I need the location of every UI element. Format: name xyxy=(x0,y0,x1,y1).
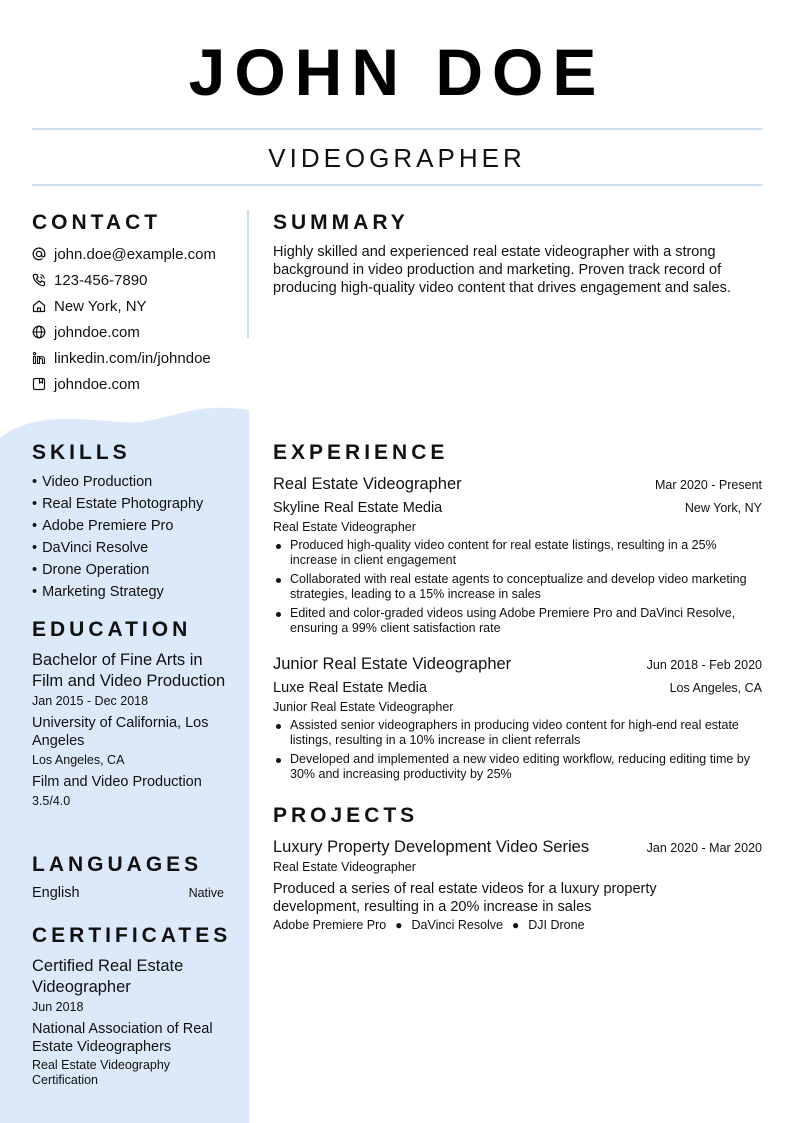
tool-separator-dot: ● xyxy=(395,918,403,932)
language-name: English xyxy=(32,885,80,901)
contact-phone[interactable] xyxy=(32,267,242,293)
experience-title: Real Estate Videographer xyxy=(273,475,462,493)
experience-bullet: Collaborated with real estate agents to conceptualize and develop video marketing strategies, leading to a 15% increase in sales xyxy=(273,572,762,602)
contact-linkedin[interactable] xyxy=(32,345,242,371)
education-heading: EDUCATION xyxy=(32,618,192,641)
project-tool: DaVinci Resolve xyxy=(411,918,503,932)
experience-location: Los Angeles, CA xyxy=(669,681,762,695)
certificate-entry xyxy=(32,956,226,1088)
contact-list xyxy=(32,241,242,397)
skills-heading: SKILLS xyxy=(32,441,131,464)
summary-heading: SUMMARY xyxy=(273,211,409,234)
experience-entry-2 xyxy=(273,653,762,786)
experience-bullets xyxy=(273,718,762,782)
experience-bullet: Edited and color-graded videos using Adobe Premiere Pro and DaVinci Resolve, ensuring a 99% client satisfaction rate xyxy=(273,606,762,636)
education-location: Los Angeles, CA xyxy=(32,753,125,767)
project-description: Produced a series of real estate videos for a luxury property development, resulting in a 20% increase in sales xyxy=(273,881,657,915)
header-rule-top xyxy=(32,128,762,130)
phone-icon xyxy=(32,273,46,287)
contact-email[interactable] xyxy=(32,241,242,267)
education-degree: Bachelor of Fine Arts in Film and Video Production xyxy=(32,651,226,690)
education-entry xyxy=(32,650,226,810)
education-field: Film and Video Production xyxy=(32,774,202,790)
job-title-heading: VIDEOGRAPHER xyxy=(268,143,526,173)
experience-dates: Mar 2020 - Present xyxy=(655,478,762,492)
education-gpa: 3.5/4.0 xyxy=(32,794,71,808)
skill-item: • Real Estate Photography xyxy=(32,493,242,515)
project-dates: Jan 2020 - Mar 2020 xyxy=(646,841,762,855)
experience-title: Junior Real Estate Videographer xyxy=(273,655,512,673)
contact-website-text: johndoe.com xyxy=(54,323,140,341)
experience-entry-1 xyxy=(273,473,762,640)
project-role: Real Estate Videographer xyxy=(273,860,416,874)
experience-heading: EXPERIENCE xyxy=(273,441,449,464)
skill-item: • Adobe Premiere Pro xyxy=(32,515,242,537)
skill-item: • DaVinci Resolve xyxy=(32,537,242,559)
experience-bullets xyxy=(273,538,762,636)
experience-location: New York, NY xyxy=(684,501,762,515)
certificate-issuer: National Association of Real Estate Videographers xyxy=(32,1021,213,1055)
certificate-date: Jun 2018 xyxy=(32,1000,84,1014)
skill-item: • Marketing Strategy xyxy=(32,581,242,603)
contact-portfolio-text: johndoe.com xyxy=(54,375,140,393)
experience-bullet: Developed and implemented a new video editing workflow, reducing editing time by 30% and increasing productivity by 25% xyxy=(273,752,762,782)
experience-dates: Jun 2018 - Feb 2020 xyxy=(646,658,762,672)
projects-heading: PROJECTS xyxy=(273,804,419,827)
summary-text: Highly skilled and experienced real estate videographer with a strong background in video production and marketing. Proven track record of producing high-quality video content that drives engagement and sales. xyxy=(273,244,731,296)
languages-heading: LANGUAGES xyxy=(32,853,203,876)
at-icon xyxy=(32,247,46,261)
contact-heading: CONTACT xyxy=(32,211,162,234)
project-tool: Adobe Premiere Pro xyxy=(273,918,387,932)
experience-company: Skyline Real Estate Media xyxy=(273,500,443,516)
project-title: Luxury Property Development Video Series xyxy=(273,838,590,856)
skills-list xyxy=(32,471,242,603)
tool-separator-dot: ● xyxy=(512,918,520,932)
education-dates: Jan 2015 - Dec 2018 xyxy=(32,694,149,708)
contact-location-text: New York, NY xyxy=(54,297,147,315)
contact-website[interactable] xyxy=(32,319,242,345)
skill-item: • Video Production xyxy=(32,471,242,493)
globe-icon xyxy=(32,325,46,339)
column-divider xyxy=(247,210,249,338)
experience-bullet: Produced high-quality video content for real estate listings, resulting in a 25% increase in client engagement xyxy=(273,538,762,568)
experience-role: Junior Real Estate Videographer xyxy=(273,700,454,714)
certificate-credential: Real Estate Videography Certification xyxy=(32,1058,171,1087)
candidate-name: JOHN DOE xyxy=(188,35,606,109)
project-tools xyxy=(273,917,762,934)
portfolio-icon xyxy=(32,377,46,391)
experience-company: Luxe Real Estate Media xyxy=(273,680,427,696)
project-entry xyxy=(273,836,762,934)
project-tool: DJI Drone xyxy=(528,918,585,932)
skill-item: • Drone Operation xyxy=(32,559,242,581)
contact-linkedin-text: linkedin.com/in/johndoe xyxy=(54,349,211,367)
language-level: Native xyxy=(188,886,224,900)
linkedin-icon xyxy=(32,351,46,365)
home-icon xyxy=(32,299,46,313)
contact-location xyxy=(32,293,242,319)
header-rule-bottom xyxy=(32,184,762,186)
certificates-heading: CERTIFICATES xyxy=(32,924,232,947)
contact-portfolio[interactable] xyxy=(32,371,242,397)
experience-role: Real Estate Videographer xyxy=(273,520,416,534)
education-school: University of California, Los Angeles xyxy=(32,715,209,749)
experience-bullet: Assisted senior videographers in producing video content for high-end real estate listings, resulting in a 10% increase in client referrals xyxy=(273,718,762,748)
certificate-name: Certified Real Estate Videographer xyxy=(32,957,184,996)
contact-email-text: john.doe@example.com xyxy=(54,245,216,263)
contact-phone-text: 123-456-7890 xyxy=(54,271,148,289)
language-row xyxy=(32,884,224,902)
